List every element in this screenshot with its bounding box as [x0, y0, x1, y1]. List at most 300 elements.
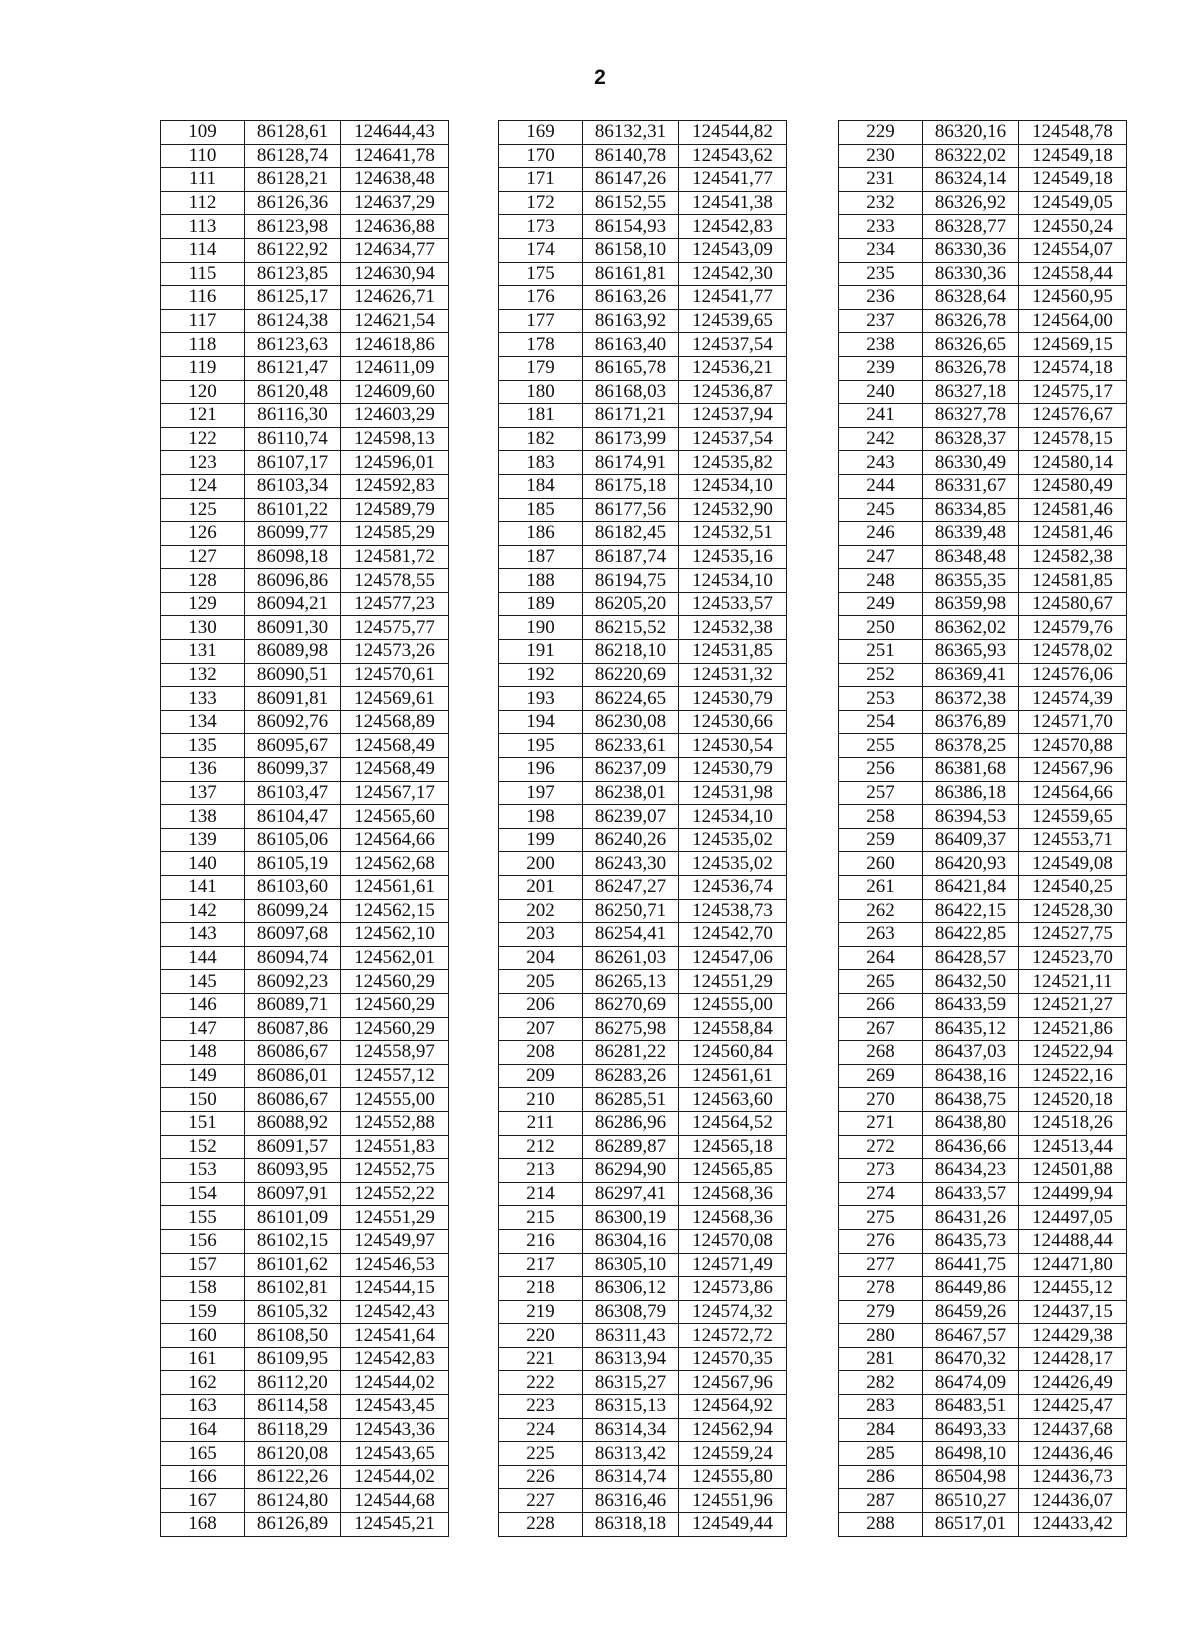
y-coordinate-cell: 124543,62 — [679, 144, 787, 168]
x-coordinate-cell: 86283,26 — [583, 1064, 679, 1088]
point-number-cell: 175 — [499, 262, 583, 286]
y-coordinate-cell: 124565,85 — [679, 1159, 787, 1183]
point-number-cell: 111 — [161, 168, 245, 192]
x-coordinate-cell: 86122,26 — [245, 1465, 341, 1489]
point-number-cell: 257 — [839, 781, 923, 805]
y-coordinate-cell: 124531,98 — [679, 781, 787, 805]
point-number-cell: 185 — [499, 498, 583, 522]
x-coordinate-cell: 86517,01 — [923, 1513, 1019, 1537]
point-number-cell: 228 — [499, 1513, 583, 1537]
point-number-cell: 265 — [839, 970, 923, 994]
point-number-cell: 260 — [839, 852, 923, 876]
table-row — [499, 710, 787, 734]
y-coordinate-cell: 124535,02 — [679, 828, 787, 852]
y-coordinate-cell: 124596,01 — [341, 451, 449, 475]
coordinates-table-2 — [498, 120, 787, 1537]
x-coordinate-cell: 86097,68 — [245, 923, 341, 947]
y-coordinate-cell: 124551,29 — [341, 1206, 449, 1230]
x-coordinate-cell: 86313,42 — [583, 1442, 679, 1466]
y-coordinate-cell: 124530,54 — [679, 734, 787, 758]
x-coordinate-cell: 86240,26 — [583, 828, 679, 852]
table-row — [839, 1041, 1127, 1065]
y-coordinate-cell: 124538,73 — [679, 899, 787, 923]
y-coordinate-cell: 124638,48 — [341, 168, 449, 192]
x-coordinate-cell: 86128,21 — [245, 168, 341, 192]
table-row — [839, 710, 1127, 734]
x-coordinate-cell: 86091,81 — [245, 687, 341, 711]
x-coordinate-cell: 86086,01 — [245, 1064, 341, 1088]
x-coordinate-cell: 86362,02 — [923, 616, 1019, 640]
point-number-cell: 165 — [161, 1442, 245, 1466]
y-coordinate-cell: 124558,84 — [679, 1017, 787, 1041]
x-coordinate-cell: 86421,84 — [923, 876, 1019, 900]
x-coordinate-cell: 86093,95 — [245, 1159, 341, 1183]
point-number-cell: 152 — [161, 1135, 245, 1159]
x-coordinate-cell: 86328,64 — [923, 286, 1019, 310]
table-row — [499, 474, 787, 498]
table-row — [161, 899, 449, 923]
point-number-cell: 282 — [839, 1371, 923, 1395]
x-coordinate-cell: 86147,26 — [583, 168, 679, 192]
table-row — [499, 1206, 787, 1230]
table-row — [161, 1041, 449, 1065]
table-row — [499, 970, 787, 994]
table-row — [161, 805, 449, 829]
point-number-cell: 240 — [839, 380, 923, 404]
y-coordinate-cell: 124544,15 — [341, 1277, 449, 1301]
x-coordinate-cell: 86327,78 — [923, 404, 1019, 428]
y-coordinate-cell: 124521,27 — [1019, 993, 1127, 1017]
table-row — [161, 286, 449, 310]
table-row — [161, 333, 449, 357]
y-coordinate-cell: 124555,00 — [679, 993, 787, 1017]
table-row — [839, 1347, 1127, 1371]
table-row — [839, 781, 1127, 805]
y-coordinate-cell: 124488,44 — [1019, 1229, 1127, 1253]
table-row — [161, 356, 449, 380]
x-coordinate-cell: 86124,80 — [245, 1489, 341, 1513]
point-number-cell: 234 — [839, 238, 923, 262]
table-row — [161, 1159, 449, 1183]
y-coordinate-cell: 124562,15 — [341, 899, 449, 923]
y-coordinate-cell: 124544,02 — [341, 1371, 449, 1395]
point-number-cell: 223 — [499, 1395, 583, 1419]
x-coordinate-cell: 86250,71 — [583, 899, 679, 923]
y-coordinate-cell: 124544,02 — [341, 1465, 449, 1489]
y-coordinate-cell: 124551,29 — [679, 970, 787, 994]
point-number-cell: 253 — [839, 687, 923, 711]
y-coordinate-cell: 124570,35 — [679, 1347, 787, 1371]
point-number-cell: 136 — [161, 758, 245, 782]
x-coordinate-cell: 86275,98 — [583, 1017, 679, 1041]
y-coordinate-cell: 124546,53 — [341, 1253, 449, 1277]
point-number-cell: 138 — [161, 805, 245, 829]
point-number-cell: 179 — [499, 356, 583, 380]
table-row — [499, 356, 787, 380]
y-coordinate-cell: 124537,54 — [679, 333, 787, 357]
point-number-cell: 273 — [839, 1159, 923, 1183]
y-coordinate-cell: 124560,29 — [341, 1017, 449, 1041]
point-number-cell: 120 — [161, 380, 245, 404]
table-row — [839, 238, 1127, 262]
table-row — [499, 404, 787, 428]
y-coordinate-cell: 124554,07 — [1019, 238, 1127, 262]
table-row — [161, 451, 449, 475]
table-row — [839, 474, 1127, 498]
x-coordinate-cell: 86105,19 — [245, 852, 341, 876]
point-number-cell: 124 — [161, 474, 245, 498]
x-coordinate-cell: 86239,07 — [583, 805, 679, 829]
x-coordinate-cell: 86285,51 — [583, 1088, 679, 1112]
y-coordinate-cell: 124568,49 — [341, 758, 449, 782]
x-coordinate-cell: 86101,09 — [245, 1206, 341, 1230]
y-coordinate-cell: 124542,30 — [679, 262, 787, 286]
y-coordinate-cell: 124567,17 — [341, 781, 449, 805]
x-coordinate-cell: 86432,50 — [923, 970, 1019, 994]
x-coordinate-cell: 86220,69 — [583, 663, 679, 687]
point-number-cell: 204 — [499, 946, 583, 970]
x-coordinate-cell: 86101,22 — [245, 498, 341, 522]
table-row — [839, 1064, 1127, 1088]
y-coordinate-cell: 124561,61 — [341, 876, 449, 900]
y-coordinate-cell: 124581,46 — [1019, 498, 1127, 522]
x-coordinate-cell: 86161,81 — [583, 262, 679, 286]
y-coordinate-cell: 124542,83 — [341, 1347, 449, 1371]
table-row — [499, 144, 787, 168]
x-coordinate-cell: 86121,47 — [245, 356, 341, 380]
table-row — [839, 946, 1127, 970]
x-coordinate-cell: 86103,34 — [245, 474, 341, 498]
y-coordinate-cell: 124579,76 — [1019, 616, 1127, 640]
x-coordinate-cell: 86294,90 — [583, 1159, 679, 1183]
y-coordinate-cell: 124580,67 — [1019, 592, 1127, 616]
y-coordinate-cell: 124555,00 — [341, 1088, 449, 1112]
point-number-cell: 129 — [161, 592, 245, 616]
table-row — [161, 1253, 449, 1277]
y-coordinate-cell: 124630,94 — [341, 262, 449, 286]
y-coordinate-cell: 124436,07 — [1019, 1489, 1127, 1513]
point-number-cell: 148 — [161, 1041, 245, 1065]
x-coordinate-cell: 86330,49 — [923, 451, 1019, 475]
y-coordinate-cell: 124581,85 — [1019, 569, 1127, 593]
y-coordinate-cell: 124575,17 — [1019, 380, 1127, 404]
x-coordinate-cell: 86099,77 — [245, 522, 341, 546]
table-row — [161, 1229, 449, 1253]
point-number-cell: 170 — [499, 144, 583, 168]
x-coordinate-cell: 86265,13 — [583, 970, 679, 994]
table-row — [839, 1513, 1127, 1537]
y-coordinate-cell: 124552,75 — [341, 1159, 449, 1183]
point-number-cell: 128 — [161, 569, 245, 593]
x-coordinate-cell: 86433,59 — [923, 993, 1019, 1017]
x-coordinate-cell: 86194,75 — [583, 569, 679, 593]
x-coordinate-cell: 86504,98 — [923, 1465, 1019, 1489]
x-coordinate-cell: 86348,48 — [923, 545, 1019, 569]
x-coordinate-cell: 86094,74 — [245, 946, 341, 970]
table-row — [499, 262, 787, 286]
point-number-cell: 133 — [161, 687, 245, 711]
table-row — [499, 616, 787, 640]
y-coordinate-cell: 124425,47 — [1019, 1395, 1127, 1419]
y-coordinate-cell: 124570,61 — [341, 663, 449, 687]
point-number-cell: 172 — [499, 191, 583, 215]
y-coordinate-cell: 124513,44 — [1019, 1135, 1127, 1159]
x-coordinate-cell: 86261,03 — [583, 946, 679, 970]
point-number-cell: 229 — [839, 121, 923, 145]
y-coordinate-cell: 124497,05 — [1019, 1206, 1127, 1230]
y-coordinate-cell: 124522,94 — [1019, 1041, 1127, 1065]
y-coordinate-cell: 124576,06 — [1019, 663, 1127, 687]
x-coordinate-cell: 86099,24 — [245, 899, 341, 923]
point-number-cell: 222 — [499, 1371, 583, 1395]
table-row — [499, 333, 787, 357]
x-coordinate-cell: 86237,09 — [583, 758, 679, 782]
point-number-cell: 119 — [161, 356, 245, 380]
y-coordinate-cell: 124626,71 — [341, 286, 449, 310]
y-coordinate-cell: 124589,79 — [341, 498, 449, 522]
x-coordinate-cell: 86171,21 — [583, 404, 679, 428]
point-number-cell: 198 — [499, 805, 583, 829]
x-coordinate-cell: 86123,98 — [245, 215, 341, 239]
point-number-cell: 162 — [161, 1371, 245, 1395]
table-row — [499, 1111, 787, 1135]
table-row — [839, 805, 1127, 829]
y-coordinate-cell: 124545,21 — [341, 1513, 449, 1537]
table-row — [161, 522, 449, 546]
table-row — [839, 923, 1127, 947]
point-number-cell: 123 — [161, 451, 245, 475]
x-coordinate-cell: 86510,27 — [923, 1489, 1019, 1513]
table-row — [839, 1442, 1127, 1466]
x-coordinate-cell: 86233,61 — [583, 734, 679, 758]
table-row — [161, 1324, 449, 1348]
y-coordinate-cell: 124499,94 — [1019, 1182, 1127, 1206]
table-row — [499, 663, 787, 687]
x-coordinate-cell: 86175,18 — [583, 474, 679, 498]
table-row — [161, 616, 449, 640]
x-coordinate-cell: 86094,21 — [245, 592, 341, 616]
table-row — [499, 545, 787, 569]
x-coordinate-cell: 86314,74 — [583, 1465, 679, 1489]
table-row — [499, 1395, 787, 1419]
y-coordinate-cell: 124580,14 — [1019, 451, 1127, 475]
y-coordinate-cell: 124568,36 — [679, 1182, 787, 1206]
y-coordinate-cell: 124618,86 — [341, 333, 449, 357]
x-coordinate-cell: 86315,27 — [583, 1371, 679, 1395]
table-row — [499, 215, 787, 239]
point-number-cell: 236 — [839, 286, 923, 310]
x-coordinate-cell: 86328,77 — [923, 215, 1019, 239]
table-row — [839, 168, 1127, 192]
y-coordinate-cell: 124543,65 — [341, 1442, 449, 1466]
x-coordinate-cell: 86286,96 — [583, 1111, 679, 1135]
x-coordinate-cell: 86254,41 — [583, 923, 679, 947]
table-row — [839, 121, 1127, 145]
x-coordinate-cell: 86215,52 — [583, 616, 679, 640]
point-number-cell: 248 — [839, 569, 923, 593]
x-coordinate-cell: 86110,74 — [245, 427, 341, 451]
table-row — [839, 1395, 1127, 1419]
table-row — [161, 970, 449, 994]
x-coordinate-cell: 86437,03 — [923, 1041, 1019, 1065]
table-row — [499, 993, 787, 1017]
table-row — [839, 1111, 1127, 1135]
table-row — [839, 1371, 1127, 1395]
point-number-cell: 274 — [839, 1182, 923, 1206]
point-number-cell: 121 — [161, 404, 245, 428]
table-row — [839, 852, 1127, 876]
table-row — [499, 1371, 787, 1395]
table-row — [161, 1300, 449, 1324]
x-coordinate-cell: 86289,87 — [583, 1135, 679, 1159]
y-coordinate-cell: 124552,88 — [341, 1111, 449, 1135]
point-number-cell: 266 — [839, 993, 923, 1017]
y-coordinate-cell: 124549,18 — [1019, 144, 1127, 168]
y-coordinate-cell: 124521,86 — [1019, 1017, 1127, 1041]
y-coordinate-cell: 124569,15 — [1019, 333, 1127, 357]
point-number-cell: 195 — [499, 734, 583, 758]
x-coordinate-cell: 86314,34 — [583, 1418, 679, 1442]
y-coordinate-cell: 124576,67 — [1019, 404, 1127, 428]
point-number-cell: 147 — [161, 1017, 245, 1041]
y-coordinate-cell: 124532,38 — [679, 616, 787, 640]
y-coordinate-cell: 124567,96 — [1019, 758, 1127, 782]
x-coordinate-cell: 86103,47 — [245, 781, 341, 805]
y-coordinate-cell: 124536,87 — [679, 380, 787, 404]
y-coordinate-cell: 124426,49 — [1019, 1371, 1127, 1395]
table-row — [839, 545, 1127, 569]
point-number-cell: 166 — [161, 1465, 245, 1489]
x-coordinate-cell: 86122,92 — [245, 238, 341, 262]
table-row — [499, 758, 787, 782]
table-row — [839, 1017, 1127, 1041]
x-coordinate-cell: 86334,85 — [923, 498, 1019, 522]
y-coordinate-cell: 124562,94 — [679, 1418, 787, 1442]
table-row — [839, 498, 1127, 522]
table-row — [161, 1465, 449, 1489]
x-coordinate-cell: 86316,46 — [583, 1489, 679, 1513]
table-row — [839, 616, 1127, 640]
y-coordinate-cell: 124565,18 — [679, 1135, 787, 1159]
point-number-cell: 276 — [839, 1229, 923, 1253]
table-row — [161, 1277, 449, 1301]
point-number-cell: 244 — [839, 474, 923, 498]
table-row — [839, 899, 1127, 923]
point-number-cell: 210 — [499, 1088, 583, 1112]
y-coordinate-cell: 124436,46 — [1019, 1442, 1127, 1466]
table-row — [161, 215, 449, 239]
x-coordinate-cell: 86422,85 — [923, 923, 1019, 947]
x-coordinate-cell: 86420,93 — [923, 852, 1019, 876]
y-coordinate-cell: 124575,77 — [341, 616, 449, 640]
point-number-cell: 118 — [161, 333, 245, 357]
point-number-cell: 142 — [161, 899, 245, 923]
table-row — [839, 1253, 1127, 1277]
table-row — [499, 451, 787, 475]
point-number-cell: 184 — [499, 474, 583, 498]
x-coordinate-cell: 86126,89 — [245, 1513, 341, 1537]
table-row — [499, 191, 787, 215]
y-coordinate-cell: 124564,66 — [341, 828, 449, 852]
table-row — [161, 1513, 449, 1537]
point-number-cell: 180 — [499, 380, 583, 404]
table-row — [161, 545, 449, 569]
y-coordinate-cell: 124521,11 — [1019, 970, 1127, 994]
y-coordinate-cell: 124523,70 — [1019, 946, 1127, 970]
point-number-cell: 247 — [839, 545, 923, 569]
table-row — [839, 333, 1127, 357]
table-row — [161, 758, 449, 782]
y-coordinate-cell: 124621,54 — [341, 309, 449, 333]
y-coordinate-cell: 124560,29 — [341, 993, 449, 1017]
y-coordinate-cell: 124568,36 — [679, 1206, 787, 1230]
x-coordinate-cell: 86087,86 — [245, 1017, 341, 1041]
point-number-cell: 161 — [161, 1347, 245, 1371]
x-coordinate-cell: 86104,47 — [245, 805, 341, 829]
table-row — [499, 923, 787, 947]
point-number-cell: 193 — [499, 687, 583, 711]
y-coordinate-cell: 124563,60 — [679, 1088, 787, 1112]
x-coordinate-cell: 86339,48 — [923, 522, 1019, 546]
point-number-cell: 190 — [499, 616, 583, 640]
y-coordinate-cell: 124581,46 — [1019, 522, 1127, 546]
table-row — [839, 1277, 1127, 1301]
point-number-cell: 277 — [839, 1253, 923, 1277]
table-row — [161, 1442, 449, 1466]
point-number-cell: 191 — [499, 640, 583, 664]
x-coordinate-cell: 86326,78 — [923, 356, 1019, 380]
point-number-cell: 246 — [839, 522, 923, 546]
table-row — [161, 1182, 449, 1206]
point-number-cell: 159 — [161, 1300, 245, 1324]
point-number-cell: 109 — [161, 121, 245, 145]
x-coordinate-cell: 86218,10 — [583, 640, 679, 664]
x-coordinate-cell: 86163,26 — [583, 286, 679, 310]
table-row — [839, 758, 1127, 782]
point-number-cell: 197 — [499, 781, 583, 805]
point-number-cell: 271 — [839, 1111, 923, 1135]
point-number-cell: 153 — [161, 1159, 245, 1183]
x-coordinate-cell: 86243,30 — [583, 852, 679, 876]
table-row — [161, 1347, 449, 1371]
x-coordinate-cell: 86109,95 — [245, 1347, 341, 1371]
point-number-cell: 215 — [499, 1206, 583, 1230]
table-row — [499, 427, 787, 451]
x-coordinate-cell: 86154,93 — [583, 215, 679, 239]
x-coordinate-cell: 86305,10 — [583, 1253, 679, 1277]
point-number-cell: 164 — [161, 1418, 245, 1442]
point-number-cell: 173 — [499, 215, 583, 239]
coordinates-table-1 — [160, 120, 449, 1537]
point-number-cell: 135 — [161, 734, 245, 758]
y-coordinate-cell: 124542,70 — [679, 923, 787, 947]
y-coordinate-cell: 124582,38 — [1019, 545, 1127, 569]
table-row — [839, 1324, 1127, 1348]
table-row — [161, 262, 449, 286]
point-number-cell: 250 — [839, 616, 923, 640]
point-number-cell: 112 — [161, 191, 245, 215]
table-row — [839, 1489, 1127, 1513]
x-coordinate-cell: 86441,75 — [923, 1253, 1019, 1277]
table-row — [839, 1159, 1127, 1183]
x-coordinate-cell: 86091,57 — [245, 1135, 341, 1159]
table-row — [161, 191, 449, 215]
y-coordinate-cell: 124537,54 — [679, 427, 787, 451]
y-coordinate-cell: 124562,68 — [341, 852, 449, 876]
table-row — [161, 993, 449, 1017]
point-number-cell: 151 — [161, 1111, 245, 1135]
x-coordinate-cell: 86326,78 — [923, 309, 1019, 333]
